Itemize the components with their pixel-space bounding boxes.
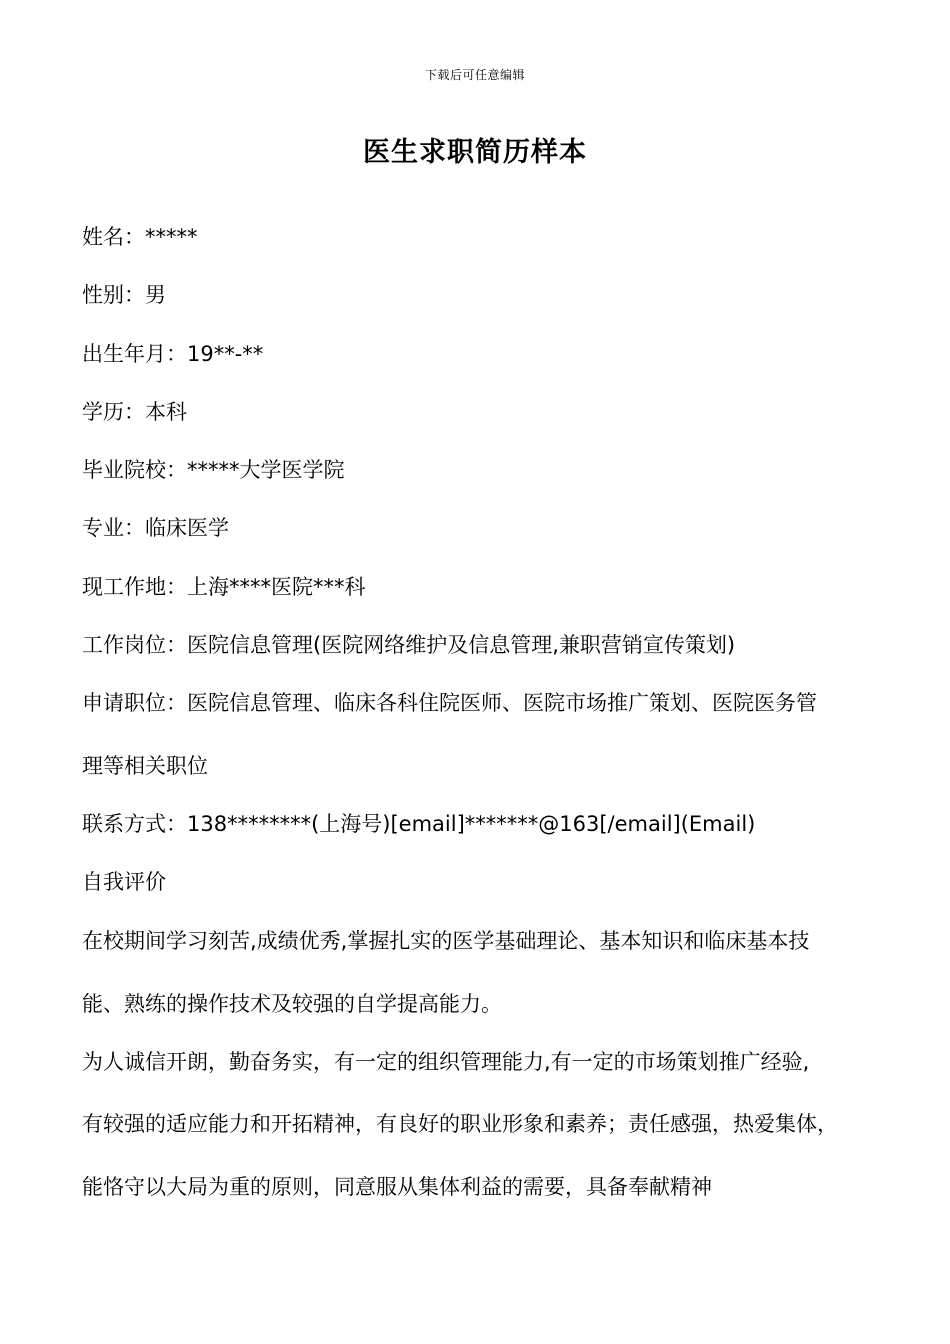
self-eval-heading: 自我评价	[82, 870, 166, 894]
self-eval-p2-line3: 能恪守以大局为重的原则，同意服从集体利益的需要，具备奉献精神	[82, 1175, 712, 1199]
field-major: 专业：临床医学	[82, 516, 229, 540]
field-birth: 出生年月：19**-**	[82, 342, 264, 366]
field-gender: 性别：男	[82, 283, 166, 307]
field-applied-line2: 理等相关职位	[82, 754, 208, 778]
field-contact: 联系方式：138********(上海号)[email]*******@163[/email](Email)	[82, 812, 756, 836]
field-name: 姓名：*****	[82, 225, 198, 249]
header-note: 下载后可任意编辑	[424, 68, 525, 82]
field-school: 毕业院校：*****大学医学院	[82, 458, 345, 482]
page-title: 医生求职简历样本	[363, 137, 587, 168]
self-eval-p2-line2: 有较强的适应能力和开拓精神，有良好的职业形象和素养；责任感强，热爱集体，	[82, 1112, 838, 1136]
field-workplace: 现工作地：上海****医院***科	[82, 575, 366, 599]
self-eval-p1-line1: 在校期间学习刻苦,成绩优秀,掌握扎实的医学基础理论、基本知识和临床基本技	[82, 929, 810, 953]
field-position: 工作岗位：医院信息管理(医院网络维护及信息管理,兼职营销宣传策划)	[82, 633, 736, 657]
field-education: 学历：本科	[82, 400, 187, 424]
field-applied-line1: 申请职位：医院信息管理、临床各科住院医师、医院市场推广策划、医院医务管	[82, 691, 817, 715]
self-eval-p1-line2: 能、熟练的操作技术及较强的自学提高能力。	[82, 992, 502, 1016]
self-eval-p2-line1: 为人诚信开朗，勤奋务实，有一定的组织管理能力,有一定的市场策划推广经验,	[82, 1050, 810, 1074]
